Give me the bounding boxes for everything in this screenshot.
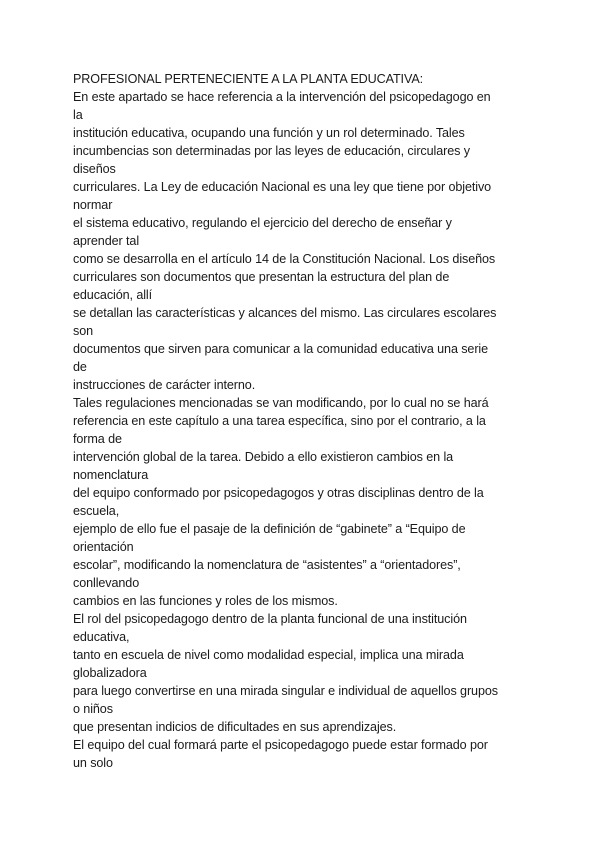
text-line: globalizadora xyxy=(73,666,147,680)
text-line: educativa, xyxy=(73,630,130,644)
text-line: el sistema educativo, regulando el ejercicio del derecho de enseñar y xyxy=(73,216,452,230)
text-line: forma de xyxy=(73,432,122,446)
text-line: educación, allí xyxy=(73,288,153,302)
text-line: de xyxy=(73,360,87,374)
text-line: incumbencias son determinadas por las leyes de educación, circulares y xyxy=(73,144,470,158)
text-line: En este apartado se hace referencia a la intervención del psicopedagogo en xyxy=(73,90,491,104)
text-line: se detallan las características y alcances del mismo. Las circulares escolares xyxy=(73,306,497,320)
text-line: institución educativa, ocupando una función y un rol determinado. Tales xyxy=(73,126,465,140)
text-line: intervención global de la tarea. Debido a ello existieron cambios en la xyxy=(73,450,454,464)
text-line: son xyxy=(73,324,94,338)
text-line: ejemplo de ello fue el pasaje de la definición de “gabinete” a “Equipo de xyxy=(73,522,466,536)
text-line: diseños xyxy=(73,162,116,176)
text-line: conllevando xyxy=(73,576,140,590)
text-line: El rol del psicopedagogo dentro de la planta funcional de una institución xyxy=(73,612,467,626)
text-line: escolar”, modificando la nomenclatura de “asistentes” a “orientadores”, xyxy=(73,558,461,572)
text-line: como se desarrolla en el artículo 14 de la Constitución Nacional. Los diseños xyxy=(73,252,496,266)
text-line: la xyxy=(73,108,83,122)
text-line: aprender tal xyxy=(73,234,140,248)
text-line: orientación xyxy=(73,540,134,554)
text-line: normar xyxy=(73,198,113,212)
text-line: escuela, xyxy=(73,504,120,518)
text-line: para luego convertirse en una mirada singular e individual de aquellos grupos xyxy=(73,684,498,698)
document-body xyxy=(73,70,543,772)
text-line: tanto en escuela de nivel como modalidad especial, implica una mirada xyxy=(73,648,464,662)
text-line: documentos que sirven para comunicar a la comunidad educativa una serie xyxy=(73,342,489,356)
text-line: referencia en este capítulo a una tarea específica, sino por el contrario, a la xyxy=(73,414,486,428)
text-line: curriculares son documentos que presentan la estructura del plan de xyxy=(73,270,450,284)
text-line: nomenclatura xyxy=(73,468,149,482)
text-line: Tales regulaciones mencionadas se van modificando, por lo cual no se hará xyxy=(73,396,489,410)
text-line: curriculares. La Ley de educación Nacional es una ley que tiene por objetivo xyxy=(73,180,492,194)
text-line: instrucciones de carácter interno. xyxy=(73,378,256,392)
text-line: que presentan indicios de dificultades en sus aprendizajes. xyxy=(73,720,397,734)
text-line: o niños xyxy=(73,702,113,716)
text-line: un solo xyxy=(73,756,113,770)
text-line: cambios en las funciones y roles de los mismos. xyxy=(73,594,338,608)
text-line: del equipo conformado por psicopedagogos y otras disciplinas dentro de la xyxy=(73,486,484,500)
section-heading: PROFESIONAL PERTENECIENTE A LA PLANTA EDUCATIVA: xyxy=(73,72,424,86)
text-line: El equipo del cual formará parte el psicopedagogo puede estar formado por xyxy=(73,738,488,752)
